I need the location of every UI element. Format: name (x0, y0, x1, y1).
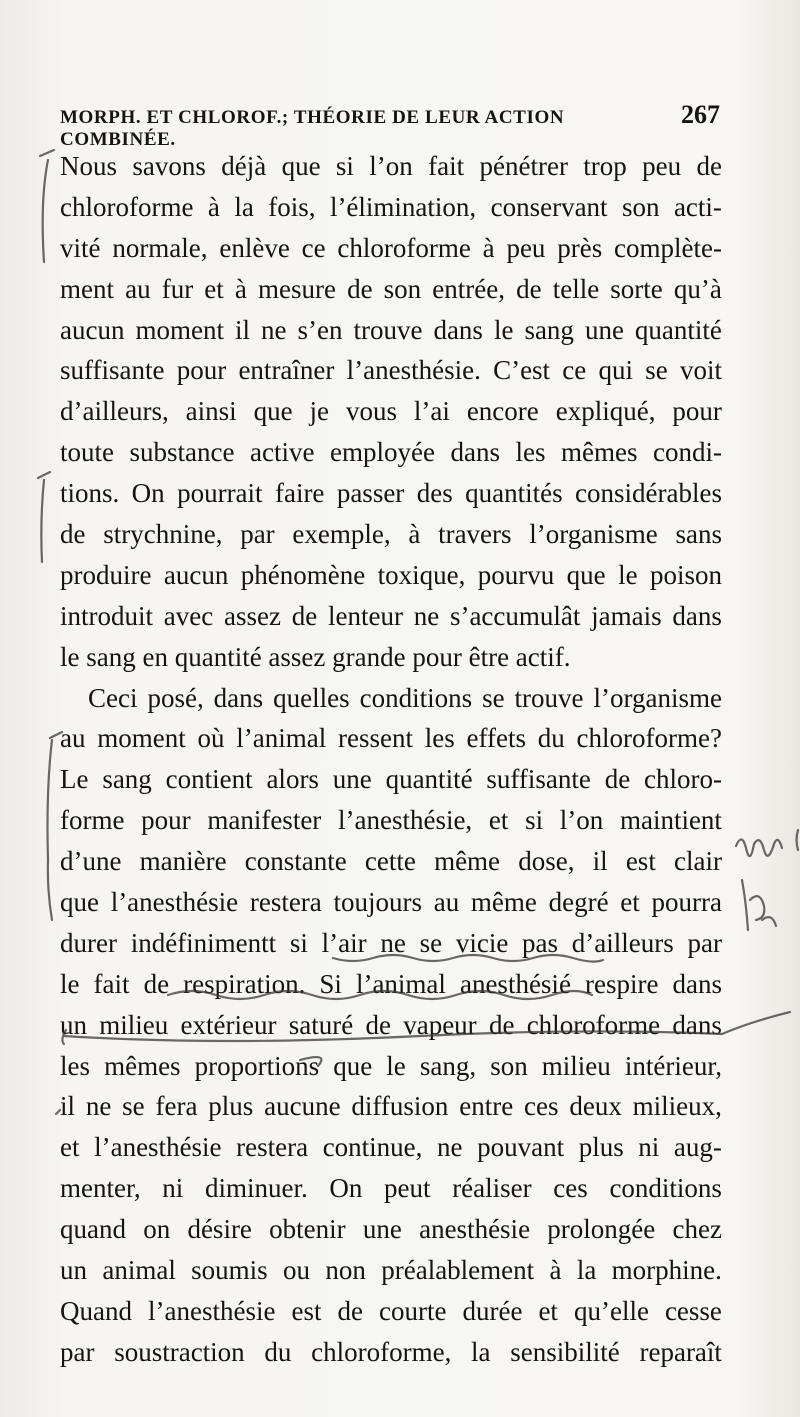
text-line: un animal soumis ou non préalablement à la morphine. (60, 1255, 722, 1286)
page-number: 267 (681, 100, 720, 129)
text-line: Ceci posé, dans quelles conditions se trouve l’organisme (88, 682, 722, 713)
text-line: menter, ni diminuer. On peut réaliser ces conditions (60, 1173, 722, 1204)
text-line: forme pour manifester l’anesthésie, et si l’on maintient (60, 805, 722, 836)
text-line: suffisante pour entraîner l’anesthésie. C’est ce qui se voit (60, 355, 722, 386)
text-line: d’une manière constante cette même dose, il est clair (60, 846, 722, 877)
text-line: le sang en quantité assez grande pour être actif. (60, 641, 571, 672)
text-line: produire aucun phénomène toxique, pourvu que le poison (60, 559, 722, 590)
text-line: par soustraction du chloroforme, la sensibilité reparaît (60, 1336, 722, 1367)
text-line: vité normale, enlève ce chloroforme à peu près complète- (60, 232, 722, 263)
text-line: il ne se fera plus aucune diffusion entre ces deux milieux, (60, 1091, 722, 1122)
text-line: durer indéfinimentt si l’air ne se vicie pas d’ailleurs par (60, 927, 722, 958)
body-text (60, 146, 722, 1373)
text-line: et l’anesthésie restera continue, ne pouvant plus ni aug- (60, 1132, 722, 1163)
text-line: un milieu extérieur saturé de vapeur de chloroforme dans (60, 1009, 722, 1040)
text-line: au moment où l’animal ressent les effets du chloroforme? (60, 723, 722, 754)
text-line: Nous savons déjà que si l’on fait pénétrer trop peu de (60, 151, 722, 181)
text-line: quand on désire obtenir une anesthésie prolongée chez (60, 1214, 722, 1245)
running-title: MORPH. ET CHLOROF.; THÉORIE DE LEUR ACTION COMBINÉE. (60, 107, 565, 150)
text-line: Quand l’anesthésie est de courte durée et qu’elle cesse (60, 1295, 722, 1326)
text-line: les mêmes proportions que le sang, son milieu intérieur, (60, 1050, 722, 1081)
text-line: que l’anesthésie restera toujours au même degré et pourra (60, 887, 722, 918)
text-line: introduit avec assez de lenteur ne s’accumulât jamais dans (60, 600, 722, 631)
text-line: chloroforme à la fois, l’élimination, conservant son acti- (60, 191, 722, 222)
page-header (60, 100, 720, 150)
text-line: ment au fur et à mesure de son entrée, de telle sorte qu’à (60, 273, 722, 304)
text-line: le fait de respiration. Si l’animal anesthésié respire dans (60, 968, 722, 999)
text-line: tions. On pourrait faire passer des quantités considérables (60, 478, 722, 509)
text-line: d’ailleurs, ainsi que je vous l’ai encore expliqué, pour (60, 396, 722, 427)
text-line: aucun moment il ne s’en trouve dans le sang une quantité (60, 314, 722, 345)
text-line: toute substance active employée dans les mêmes condi- (60, 437, 722, 468)
text-line: de strychnine, par exemple, à travers l’organisme sans (60, 519, 722, 550)
text-line: Le sang contient alors une quantité suffisante de chloro- (60, 764, 722, 795)
